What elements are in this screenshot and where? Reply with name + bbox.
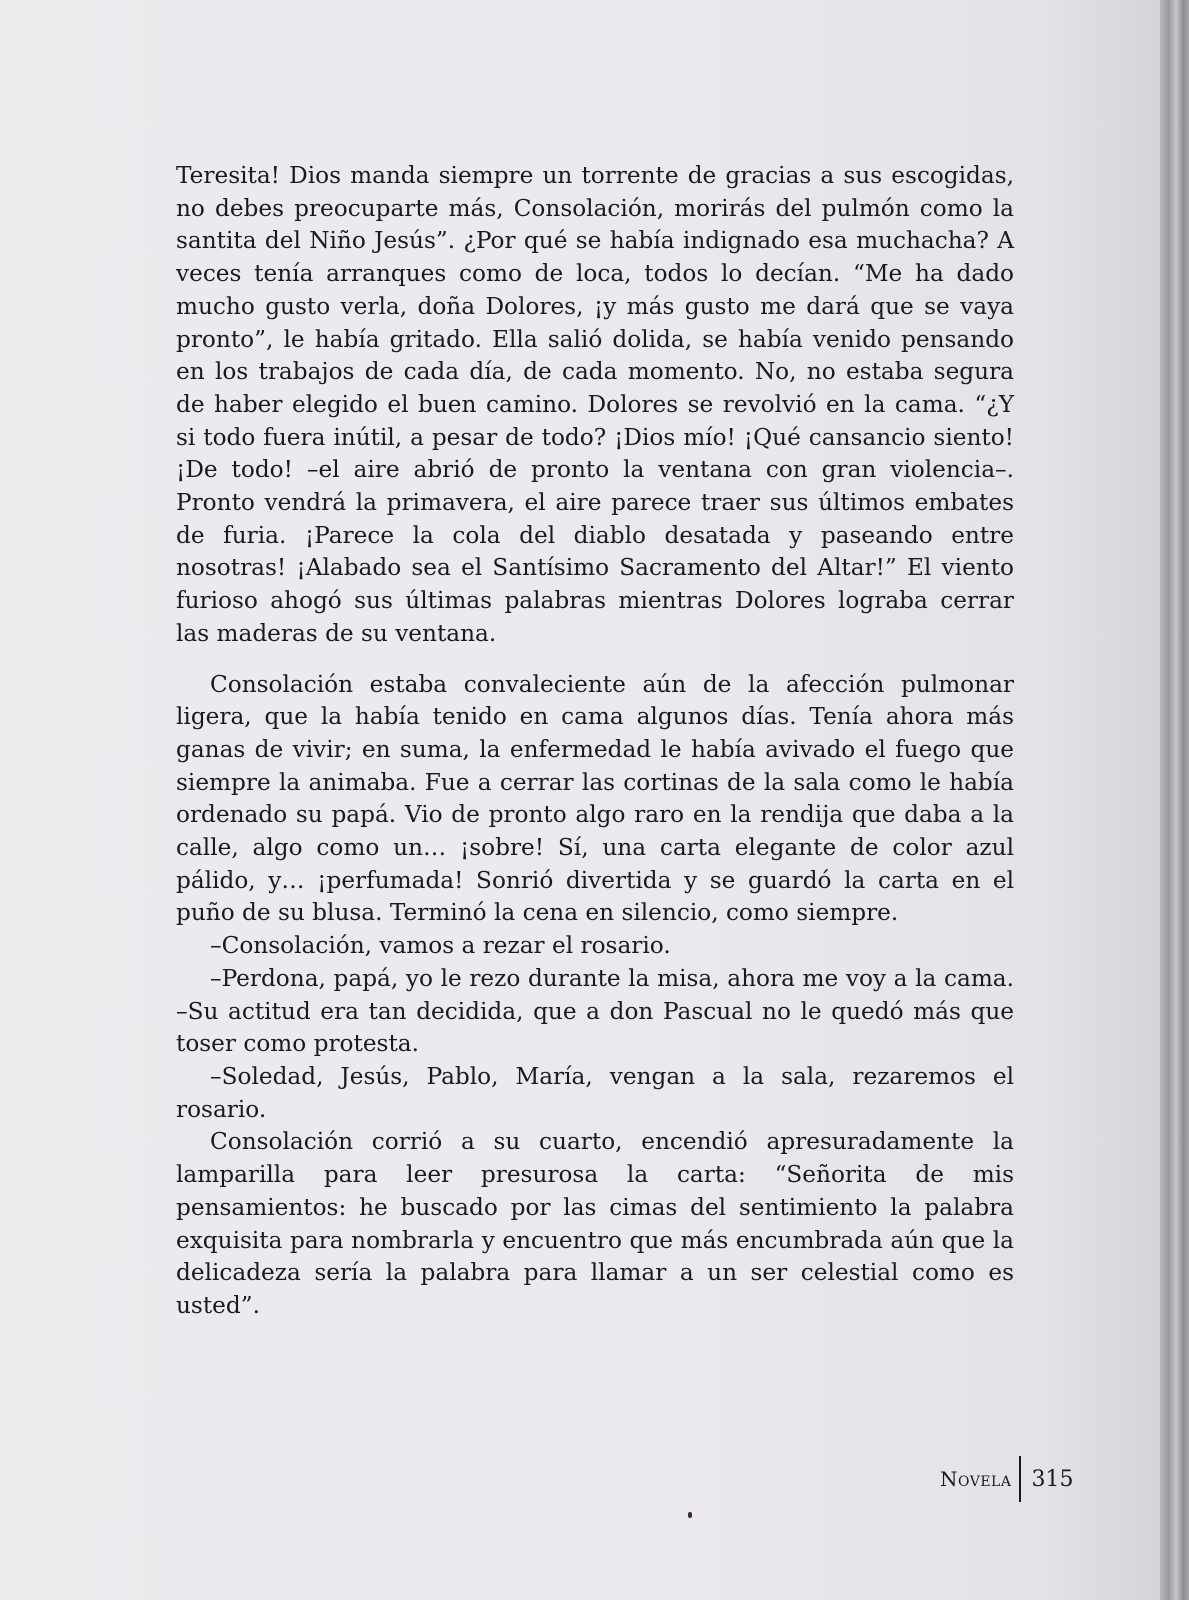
- page-number: 315: [1031, 1466, 1074, 1492]
- body-text: [176, 160, 1014, 1323]
- paragraph-1: Teresita! Dios manda siempre un torrente de gracias a sus escogidas, no debes preocuparte más, Consolación, morirás del pulmón como la santita del Niño Jesús”. ¿Por qué se había indignado esa muchacha? A veces tenía arranques como de loca, todos lo decían. “Me ha dado mucho gusto verla, doña Dolores, ¡y más gusto me dará que se vaya pronto”, le había gritado. Ella salió dolida, se había venido pensando en los trabajos de cada día, de cada momento. No, no estaba segura de haber elegido el buen camino. Dolores se revolvió en la cama. “¿Y si todo fuera inútil, a pesar de todo? ¡Dios mío! ¡Qué cansancio siento! ¡De todo! –el aire abrió de pronto la ventana con gran violencia–. Pronto vendrá la primavera, el aire parece traer sus últimos embates de furia. ¡Parece la cola del diablo desatada y paseando entre nosotras! ¡Alabado sea el Santísimo Sacramento del Altar!” El viento furioso ahogó sus últimas palabras mientras Dolores lograba cerrar las maderas de su ventana.: [176, 162, 1014, 647]
- footer-divider: [1019, 1456, 1021, 1502]
- paragraph-4: –Perdona, papá, yo le rezo durante la misa, ahora me voy a la cama. –Su actitud era tan decidida, que a don Pascual no le quedó más que toser como protesta.: [176, 964, 1014, 1058]
- paragraph-3: –Consolación, vamos a rezar el rosario.: [210, 932, 671, 960]
- section-name: Novela: [940, 1467, 1012, 1491]
- paragraph-6: Consolación corrió a su cuarto, encendió apresuradamente la lamparilla para leer presurosa la carta: “Señorita de mis pensamientos: he buscado por las cimas del sentimiento la palabra exquisita para nombrarla y encuentro que más encumbrada aún que la delicadeza sería la palabra para llamar a un ser celestial como es usted”.: [176, 1128, 1014, 1319]
- page-footer: [940, 1455, 1073, 1503]
- ink-speck: [688, 1512, 692, 1518]
- page-edge-shadow: [1160, 0, 1189, 1600]
- paragraph-5: –Soledad, Jesús, Pablo, María, vengan a la sala, rezaremos el rosario.: [176, 1062, 1014, 1123]
- paragraph-2: Consolación estaba convaleciente aún de la afección pulmonar ligera, que la había tenido en cama algunos días. Tenía ahora más ganas de vivir; en suma, la enfermedad le había avivado el fuego que siempre la animaba. Fue a cerrar las cortinas de la sala como le había ordenado su papá. Vio de pronto algo raro en la rendija que daba a la calle, algo como un… ¡sobre! Sí, una carta elegante de color azul pálido, y… ¡perfumada! Sonrió divertida y se guardó la carta en el puño de su blusa. Terminó la cena en silencio, como siempre.: [176, 670, 1014, 927]
